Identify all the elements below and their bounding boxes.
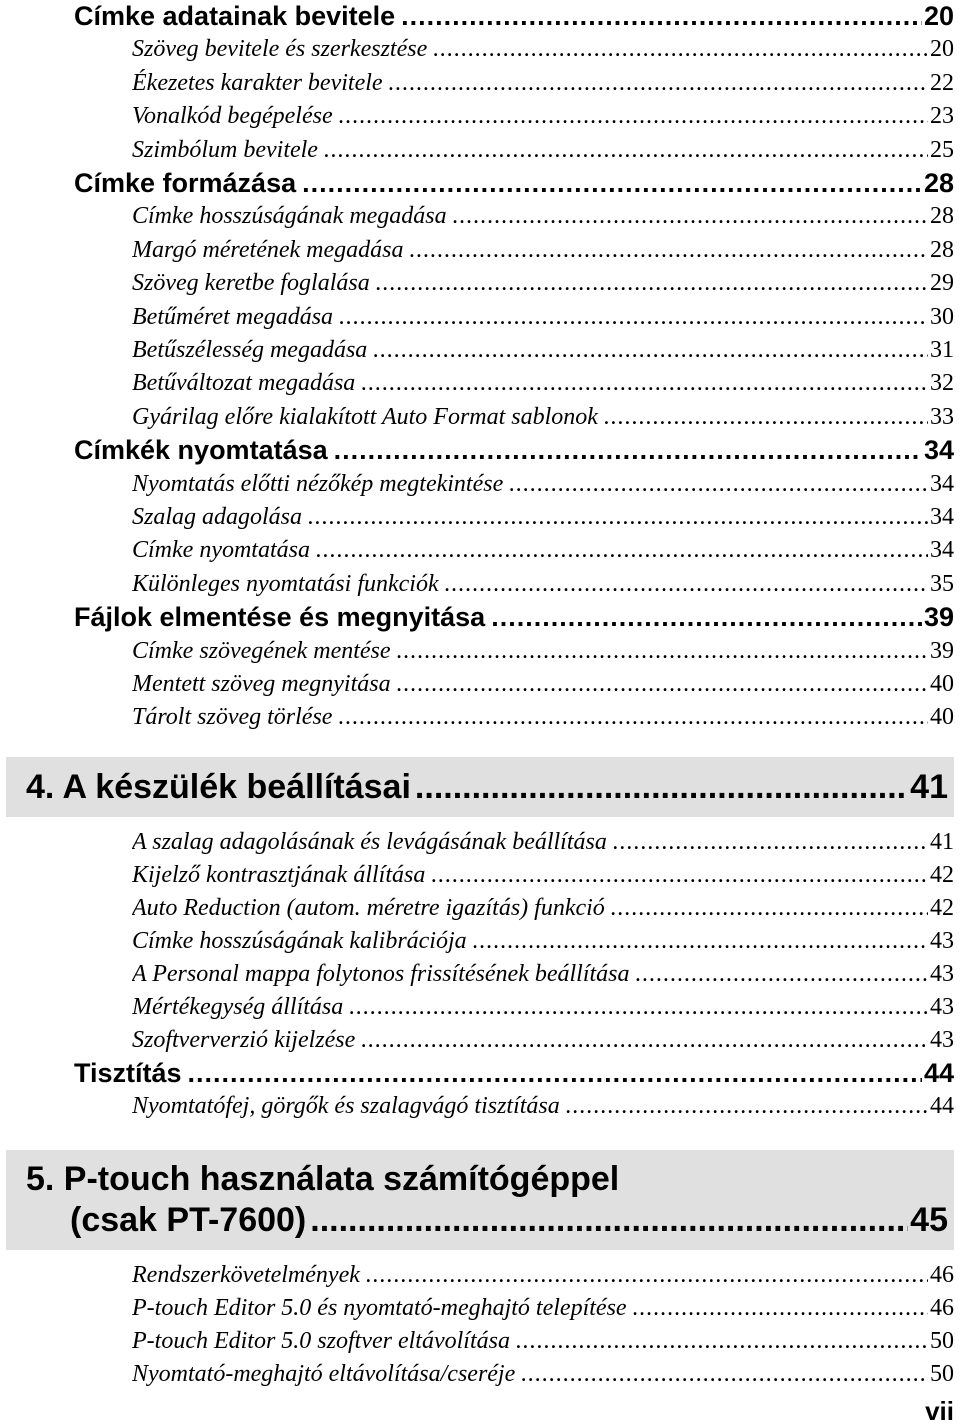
leader-dots [373, 334, 928, 367]
toc-entry-page: 44 [923, 1058, 954, 1088]
leader-dots [633, 1292, 928, 1325]
toc-section-entry[interactable] [74, 167, 954, 200]
toc-entry-label: Címke formázása [74, 168, 297, 198]
leader-dots [334, 434, 922, 467]
toc-subsection-entry[interactable] [132, 267, 954, 300]
toc-row [0, 434, 960, 467]
toc-entry-label: Rendszerkövetelmények [132, 1262, 360, 1288]
toc-entry-page: 50 [930, 1361, 954, 1387]
toc-entry-label: Betűméret megadása [132, 303, 334, 330]
toc-row [0, 991, 960, 1024]
toc-subsection-entry[interactable] [132, 501, 954, 534]
leader-dots [310, 1200, 908, 1241]
toc-subsection-entry[interactable] [132, 826, 954, 859]
toc-row [0, 1358, 960, 1391]
toc-subsection-entry[interactable] [132, 301, 954, 334]
toc-entry-page: 43 [930, 928, 954, 954]
toc-entry-page: 34 [923, 435, 954, 466]
toc-row [0, 1292, 960, 1325]
toc-entry-label: Fájlok elmentése és megnyitása [74, 602, 486, 633]
toc-subsection-entry[interactable] [132, 1358, 954, 1391]
leader-dots [361, 1024, 928, 1057]
leader-dots [611, 892, 928, 925]
toc-row [0, 1057, 960, 1090]
leader-dots [316, 534, 928, 567]
toc-subsection-entry[interactable] [132, 67, 954, 100]
toc-entry-page: 46 [930, 1295, 954, 1321]
leader-dots [366, 1259, 928, 1292]
toc-entry-label: Szalag adagolása [132, 504, 303, 530]
toc-entry-page: 20 [930, 36, 954, 63]
chapter-5-band [6, 1150, 954, 1250]
chapter-5-page: 45 [910, 1201, 948, 1239]
toc-entry-label: Különleges nyomtatási funkciók [132, 570, 439, 597]
toc-entry-page: 44 [930, 1093, 954, 1119]
toc-subsection-entry[interactable] [132, 1024, 954, 1057]
toc-subsection-entry[interactable] [132, 534, 954, 567]
toc-entry-page: 42 [930, 862, 954, 888]
toc-row [0, 367, 960, 400]
toc-entry-label: Szöveg keretbe foglalása [132, 270, 370, 297]
toc-entry-page: 35 [930, 570, 954, 597]
chapter-5-subtitle: (csak PT-7600) [70, 1201, 307, 1239]
leader-dots [361, 367, 928, 400]
toc-subsection-entry[interactable] [132, 925, 954, 958]
toc-entry-label: Nyomtató-meghajtó eltávolítása/cseréje [132, 1361, 516, 1387]
toc-subsection-entry[interactable] [132, 1292, 954, 1325]
toc-subsection-entry[interactable] [132, 468, 954, 501]
toc-row [0, 892, 960, 925]
toc-row [0, 1090, 960, 1123]
toc-row [0, 67, 960, 100]
toc-row [0, 401, 960, 434]
leader-dots [473, 925, 928, 958]
toc-row [0, 1024, 960, 1057]
toc-entry-label: Margó méretének megadása [132, 236, 404, 263]
toc-entry-page: 34 [930, 504, 954, 530]
toc-row [0, 601, 960, 634]
toc-row [0, 100, 960, 133]
leader-dots [188, 1057, 922, 1090]
leader-dots [409, 234, 928, 267]
toc-entry-label: Mértékegység állítása [132, 994, 344, 1020]
toc-row [0, 33, 960, 66]
toc-subsection-entry[interactable] [132, 367, 954, 400]
chapter-4-title: 4. A készülék beállításai [26, 768, 411, 806]
toc-entry-page: 32 [930, 370, 954, 397]
toc-row [0, 234, 960, 267]
leader-dots [445, 568, 928, 601]
toc-subsection-entry[interactable] [132, 1325, 954, 1358]
toc-row [0, 925, 960, 958]
leader-dots [613, 826, 928, 859]
toc-entry-label: P-touch Editor 5.0 és nyomtató-meghajtó telepítése [132, 1295, 627, 1321]
toc-entry-label: Címke adatainak bevitele [74, 1, 396, 31]
toc-row [0, 958, 960, 991]
toc-entry-page: 41 [930, 829, 954, 855]
leader-dots [415, 767, 908, 808]
toc-row [0, 668, 960, 701]
toc-row [0, 134, 960, 167]
toc-entry-label: Gyárilag előre kialakított Auto Format sablonok [132, 403, 598, 430]
toc-entry-label: Ékezetes karakter bevitele [132, 69, 383, 96]
toc-section-entry[interactable] [74, 434, 954, 467]
toc-subsection-entry[interactable] [132, 568, 954, 601]
leader-dots [308, 501, 928, 534]
toc-section-entry[interactable] [74, 0, 954, 33]
toc-entry-page: 20 [923, 1, 954, 31]
toc-entry-label: Betűszélesség megadása [132, 337, 368, 363]
leader-dots [636, 958, 928, 991]
toc-row [0, 701, 960, 734]
leader-dots [431, 859, 928, 892]
toc-section-entry[interactable] [74, 601, 954, 634]
toc-entry-page: 23 [930, 103, 954, 130]
toc-row [0, 267, 960, 300]
toc-row [0, 301, 960, 334]
toc-row [0, 1259, 960, 1292]
toc-subsection-entry[interactable] [132, 1090, 954, 1123]
toc-entry-page: 34 [930, 537, 954, 564]
toc-subsection-entry[interactable] [132, 401, 954, 434]
leader-dots [516, 1325, 928, 1358]
toc-entry-page: 39 [930, 637, 954, 664]
toc-entry-label: Mentett szöveg megnyitása [132, 671, 391, 697]
toc-subsection-entry[interactable] [132, 234, 954, 267]
chapter-4-heading[interactable] [26, 767, 948, 808]
leader-dots [339, 100, 928, 133]
toc-entry-label: P-touch Editor 5.0 szoftver eltávolítása [132, 1328, 510, 1354]
toc-entry-label: Szimbólum bevitele [132, 136, 318, 163]
leader-dots [389, 67, 928, 100]
toc-entry-page: 50 [930, 1328, 954, 1354]
toc-entry-page: 25 [930, 136, 954, 163]
leader-dots [453, 200, 928, 233]
toc-entry-page: 40 [930, 671, 954, 697]
toc-entry-page: 43 [930, 1027, 954, 1053]
chapter-4-page: 41 [910, 768, 948, 806]
toc-row [0, 859, 960, 892]
leader-dots [433, 33, 928, 66]
toc-subsection-entry[interactable] [132, 701, 954, 734]
toc-entry-page: 28 [930, 203, 954, 230]
toc-entry-page: 34 [930, 470, 954, 497]
toc-entry-label: Szoftververzió kijelzése [132, 1027, 356, 1053]
toc-subsection-entry[interactable] [132, 200, 954, 233]
toc-entry-page: 31 [930, 337, 954, 363]
toc-entry-label: Betűváltozat megadása [132, 370, 356, 397]
toc-subsection-entry[interactable] [132, 100, 954, 133]
chapter-5-heading-line1[interactable] [26, 1159, 948, 1200]
chapter-5-heading-line2[interactable] [26, 1200, 948, 1241]
toc-row [0, 334, 960, 367]
toc-entry-page: 39 [923, 602, 954, 633]
toc-subsection-entry[interactable] [132, 991, 954, 1024]
toc-subsection-entry[interactable] [132, 1259, 954, 1292]
leader-dots [397, 635, 928, 668]
toc-entry-label: Szöveg bevitele és szerkesztése [132, 36, 428, 63]
toc-row [0, 635, 960, 668]
leader-dots [566, 1090, 928, 1123]
toc-subsection-entry[interactable] [132, 859, 954, 892]
toc-entry-label: Nyomtatás előtti nézőkép megtekintése [132, 470, 504, 497]
toc-row [0, 200, 960, 233]
toc-row [0, 1325, 960, 1358]
leader-dots [338, 701, 928, 734]
toc-entry-label: Címkék nyomtatása [74, 435, 328, 466]
toc-entry-label: Címke nyomtatása [132, 537, 310, 564]
leader-dots [339, 301, 928, 334]
toc-row [0, 826, 960, 859]
chapter-4-band [6, 757, 954, 817]
toc-row [0, 568, 960, 601]
toc-entry-label: A Personal mappa folytonos frissítésének beállítása [132, 961, 630, 987]
toc-row [0, 0, 960, 33]
toc-entry-page: 43 [930, 994, 954, 1020]
toc-entry-page: 46 [930, 1262, 954, 1288]
toc-subsection-entry[interactable] [132, 33, 954, 66]
toc-row [0, 167, 960, 200]
leader-dots [324, 134, 928, 167]
leader-dots [397, 668, 928, 701]
leader-dots [604, 401, 928, 434]
chapter-5-title: 5. P-touch használata számítógéppel [26, 1160, 620, 1198]
leader-dots [349, 991, 928, 1024]
toc-subsection-entry[interactable] [132, 668, 954, 701]
leader-dots [491, 601, 922, 634]
toc-entry-label: Címke szövegének mentése [132, 637, 391, 664]
toc-subsection-entry[interactable] [132, 958, 954, 991]
toc-subsection-entry[interactable] [132, 892, 954, 925]
toc-entry-page: 22 [930, 69, 954, 96]
leader-dots [376, 267, 928, 300]
leader-dots [302, 167, 922, 200]
leader-dots [509, 468, 928, 501]
toc-entry-label: Tisztítás [74, 1058, 182, 1088]
toc-entry-page: 42 [930, 895, 954, 921]
page-number: vii [925, 1396, 954, 1426]
toc-entry-page: 40 [930, 704, 954, 731]
toc-entry-label: A szalag adagolásának és levágásának beállítása [132, 829, 607, 855]
toc-entry-label: Címke hosszúságának megadása [132, 203, 447, 230]
toc-row [0, 501, 960, 534]
toc-entry-label: Nyomtatófej, görgők és szalagvágó tisztítása [132, 1093, 560, 1119]
toc-entry-page: 28 [930, 236, 954, 263]
toc-subsection-entry[interactable] [132, 635, 954, 668]
toc-entry-label: Címke hosszúságának kalibrációja [132, 928, 467, 954]
toc-entry-label: Vonalkód begépelése [132, 103, 333, 130]
leader-dots [521, 1358, 928, 1391]
toc-entry-page: 30 [930, 303, 954, 330]
toc-subsection-entry[interactable] [132, 134, 954, 167]
toc-subsection-entry[interactable] [132, 334, 954, 367]
leader-dots [401, 0, 922, 33]
toc-row [0, 534, 960, 567]
toc-section-entry[interactable] [74, 1057, 954, 1090]
toc-entry-label: Auto Reduction (autom. méretre igazítás) funkció [132, 895, 605, 921]
toc-entry-label: Tárolt szöveg törlése [132, 704, 333, 731]
toc-entry-page: 29 [930, 270, 954, 297]
toc-entry-page: 28 [923, 168, 954, 198]
toc-entry-page: 33 [930, 403, 954, 430]
toc-entry-label: Kijelző kontrasztjának állítása [132, 862, 426, 888]
toc-row [0, 468, 960, 501]
toc-entry-page: 43 [930, 961, 954, 987]
